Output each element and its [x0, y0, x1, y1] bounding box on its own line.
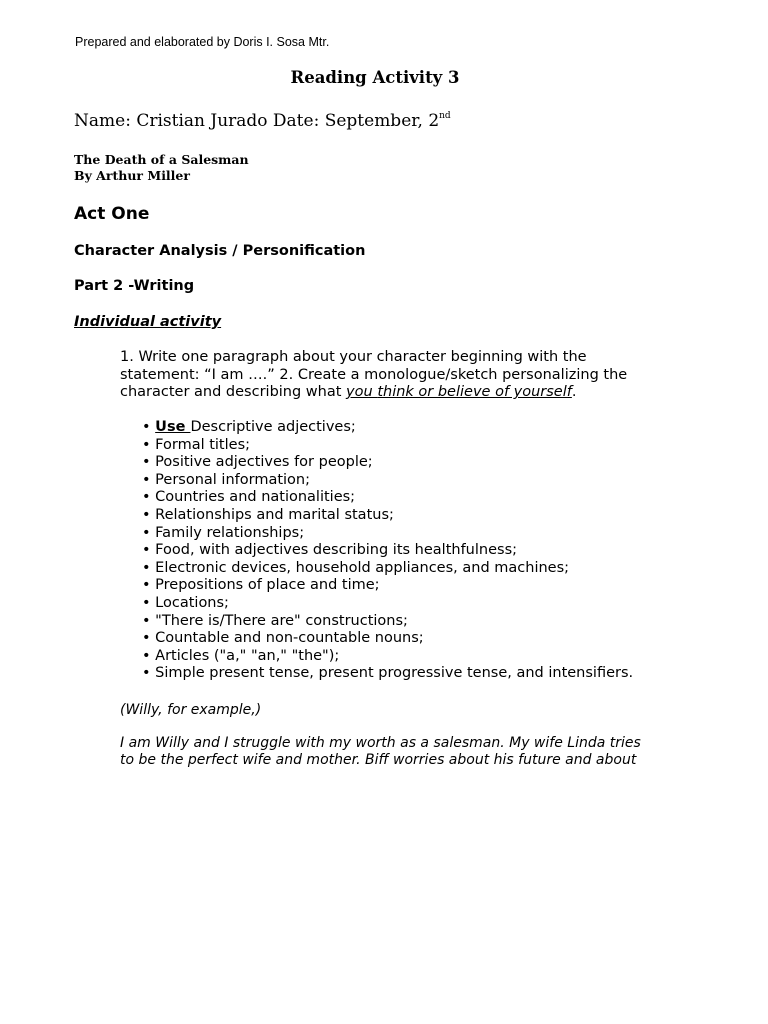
bullet-icon: • — [142, 542, 151, 559]
instruction-you: you — [346, 384, 378, 400]
list-item — [142, 472, 633, 490]
name-date-line — [74, 110, 451, 132]
list-item — [142, 507, 633, 525]
list-item-text: Countable and non-countable nouns; — [155, 630, 424, 647]
requirements-list — [142, 419, 633, 683]
list-item-text: Electronic devices, household appliances, and machines; — [155, 559, 570, 576]
list-item — [142, 577, 633, 595]
list-item — [142, 630, 633, 648]
instruction-line-3-end: . — [571, 384, 577, 400]
list-item-text: Family relationships; — [155, 524, 305, 541]
list-item-text: Food, with adjectives describing its healthfulness; — [155, 542, 518, 559]
instruction-paragraph — [120, 349, 690, 402]
list-item — [142, 454, 633, 472]
bullet-icon: • — [142, 559, 151, 576]
header-note: Prepared and elaborated by Doris I. Sosa Mtr. — [75, 35, 330, 49]
bullet-icon: • — [142, 419, 151, 435]
list-item-text: Articles ("a," "an," "the"); — [155, 647, 340, 664]
list-item — [142, 542, 633, 560]
instruction-line-2: statement: “I am ….” 2. Create a monologue/sketch personalizing the — [120, 366, 628, 383]
bullet-icon: • — [142, 524, 151, 541]
use-keyword: Use — [155, 419, 191, 435]
bullet-icon: • — [142, 577, 151, 594]
list-item-text: Formal titles; — [155, 436, 251, 453]
bullet-icon: • — [142, 630, 151, 647]
list-item — [142, 560, 633, 578]
example-paragraph — [120, 735, 641, 768]
date-ordinal-suffix: nd — [439, 111, 451, 121]
page-title: Reading Activity 3 — [290, 68, 460, 87]
bullet-icon: • — [142, 471, 151, 488]
example-line-1: I am Willy and I struggle with my worth as a salesman. My wife Linda tries — [120, 735, 641, 751]
list-item — [142, 595, 633, 613]
instruction-line-3-start: character and describing what — [120, 384, 347, 400]
list-item-text: Prepositions of place and time; — [155, 577, 380, 594]
character-analysis-heading: Character Analysis / Personification — [74, 243, 366, 259]
bullet-icon: • — [142, 436, 151, 453]
book-info — [74, 152, 249, 184]
part-heading: Part 2 -Writing — [74, 278, 195, 294]
instruction-line-3 — [120, 384, 690, 402]
bullet-icon: • — [142, 665, 151, 682]
list-item — [142, 489, 633, 507]
list-item-text: Relationships and marital status; — [155, 506, 394, 523]
list-item — [142, 613, 633, 631]
list-item-text: Countries and nationalities; — [155, 489, 356, 506]
bullet-icon: • — [142, 612, 151, 629]
list-item-text: Positive adjectives for people; — [155, 454, 373, 471]
book-title: The Death of a Salesman — [74, 152, 249, 167]
example-line-2: to be the perfect wife and mother. Biff worries about his future and about — [120, 751, 637, 768]
list-item-text: Simple present tense, present progressive tense, and intensifiers. — [155, 665, 634, 682]
list-item — [142, 665, 633, 683]
list-item-text: Personal information; — [155, 471, 310, 488]
instruction-emphasis: think or believe of yourself — [377, 384, 572, 400]
list-item — [142, 419, 633, 437]
individual-activity-heading: Individual activity — [74, 314, 222, 330]
book-author: By Arthur Miller — [74, 168, 190, 183]
list-item-text: Locations; — [155, 594, 229, 611]
instruction-line-1: 1. Write one paragraph about your character beginning with the — [120, 349, 587, 365]
example-note: (Willy, for example,) — [120, 702, 262, 718]
bullet-icon: • — [142, 454, 151, 471]
bullet-icon: • — [142, 506, 151, 523]
act-heading: Act One — [74, 204, 150, 224]
bullet-icon: • — [142, 489, 151, 506]
list-item — [142, 437, 633, 455]
list-item — [142, 525, 633, 543]
bullet-icon: • — [142, 594, 151, 611]
list-item-text: Descriptive adjectives; — [190, 419, 356, 435]
list-item — [142, 648, 633, 666]
bullet-icon: • — [142, 647, 151, 664]
list-item-text: "There is/There are" constructions; — [155, 612, 408, 629]
name-date-text: Name: Cristian Jurado Date: September, 2 — [74, 111, 440, 131]
